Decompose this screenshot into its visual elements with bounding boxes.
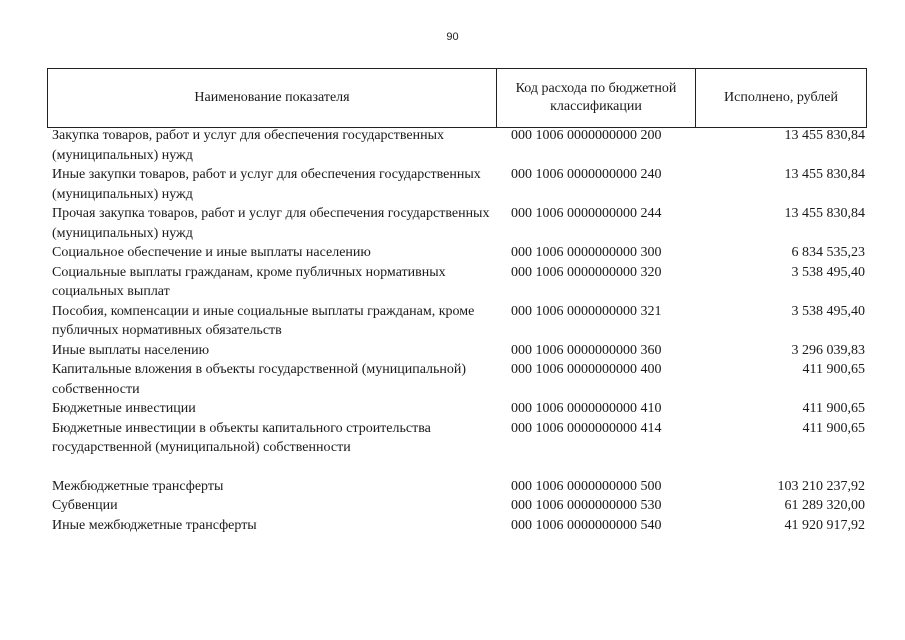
row-code: 000 1006 0000000000 410 [511, 401, 662, 416]
header-name: Наименование показателя [48, 69, 497, 127]
row-code: 000 1006 0000000000 540 [511, 517, 662, 533]
table-row [47, 243, 867, 263]
row-name: Субвенции [52, 498, 118, 513]
row-name: Иные выплаты населению [52, 342, 210, 358]
row-name: Иные закупки товаров, работ и услуг для обеспечения государственных (муниципальных) нужд [52, 167, 481, 202]
row-name: Иные межбюджетные трансферты [52, 517, 257, 533]
row-code: 000 1006 0000000000 320 [511, 264, 662, 280]
table-row [47, 341, 867, 361]
row-name: Бюджетные инвестиции [52, 401, 196, 416]
row-code: 000 1006 0000000000 530 [511, 498, 662, 513]
table-row [47, 165, 867, 204]
row-amount: 61 289 320,00 [784, 498, 865, 513]
row-code: 000 1006 0000000000 300 [511, 245, 662, 260]
row-code: 000 1006 0000000000 240 [511, 167, 662, 182]
header-amount: Исполнено, рублей [724, 90, 838, 105]
table-row [47, 263, 867, 302]
row-name: Бюджетные инвестиции в объекты капитального строительства государственной (муниципальной) собственности [52, 420, 431, 455]
row-amount: 13 455 830,84 [784, 167, 865, 182]
row-amount: 103 210 237,92 [777, 478, 865, 494]
row-name: Межбюджетные трансферты [52, 478, 224, 494]
row-name: Закупка товаров, работ и услуг для обеспечения государственных (муниципальных) нужд [52, 128, 445, 163]
row-code: 000 1006 0000000000 500 [511, 478, 662, 494]
table-row [47, 360, 867, 399]
row-amount: 3 538 495,40 [791, 264, 865, 280]
row-amount: 411 900,65 [802, 362, 865, 377]
row-code: 000 1006 0000000000 321 [511, 303, 662, 319]
row-name: Капитальные вложения в объекты государственной (муниципальной) собственности [52, 362, 467, 397]
table-body [47, 126, 867, 535]
header-code: Код расхода по бюджетной классификации [497, 69, 696, 127]
row-amount: 3 538 495,40 [791, 303, 865, 319]
table-row [47, 496, 867, 516]
row-amount: 411 900,65 [802, 401, 865, 416]
table-row [47, 204, 867, 243]
row-amount: 411 900,65 [802, 420, 865, 436]
row-code: 000 1006 0000000000 400 [511, 362, 662, 377]
table-row [47, 419, 867, 458]
row-code: 000 1006 0000000000 244 [511, 206, 662, 221]
table-row [47, 516, 867, 536]
table-row [47, 302, 867, 341]
row-amount: 41 920 917,92 [784, 517, 865, 533]
page-number: 90 [446, 31, 459, 43]
row-code: 000 1006 0000000000 200 [511, 128, 662, 143]
table-row [47, 126, 867, 165]
row-amount: 13 455 830,84 [784, 128, 865, 143]
row-name: Пособия, компенсации и иные социальные выплаты гражданам, кроме публичных нормативных обязательств [52, 303, 475, 338]
table-row [47, 399, 867, 419]
row-amount: 3 296 039,83 [791, 342, 865, 358]
row-amount: 6 834 535,23 [791, 245, 865, 260]
row-amount: 13 455 830,84 [784, 206, 865, 221]
row-name: Прочая закупка товаров, работ и услуг для обеспечения государственных (муниципальных) нужд [52, 206, 490, 241]
table-header [47, 68, 867, 128]
table-row [47, 477, 867, 497]
row-name: Социальные выплаты гражданам, кроме публичных нормативных социальных выплат [52, 264, 446, 299]
row-name: Социальное обеспечение и иные выплаты населению [52, 245, 371, 260]
row-code: 000 1006 0000000000 360 [511, 342, 662, 358]
row-code: 000 1006 0000000000 414 [511, 420, 662, 436]
